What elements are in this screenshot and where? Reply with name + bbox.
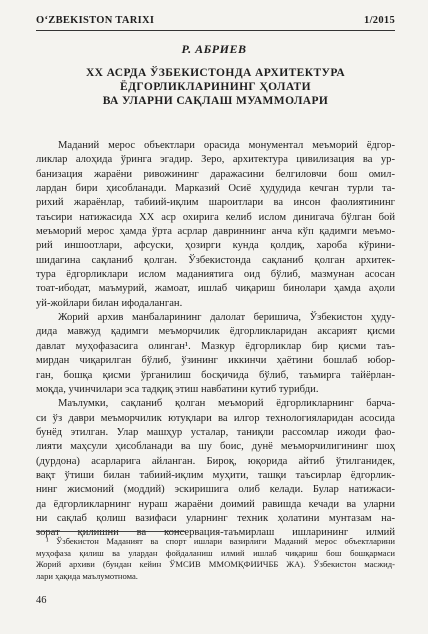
- article-author: Р. АБРИЕВ: [181, 42, 247, 56]
- page-number: 46: [36, 595, 47, 606]
- text-line: Маданий мерос объектлари орасида монументал меъморий ёдгор-: [58, 140, 395, 151]
- journal-name: O‘ZBEKISTON TARIXI: [36, 15, 155, 26]
- text-line: лияти маҳсули ҳисобланади ва шу боис, дунё меъморчилигининг шоҳ: [36, 441, 395, 453]
- footnote-rule: [36, 531, 186, 532]
- text-line: уй-жойлари билан ифодаланган.: [36, 297, 183, 309]
- text-line: банизация жараёни ривожининг даражасини белгиловчи бош омил-: [36, 168, 395, 180]
- footnote-line: ¹ Ўзбекистон Маданият ва спорт ишлари вазирлиги Маданий мерос объектларини: [46, 536, 395, 546]
- text-line: ликлар алоҳида ўринга эгадир. Зеро, архитектура цивилизация ва ур-: [36, 154, 395, 166]
- running-head: [36, 15, 395, 26]
- text-line: шидагина сақланиб қолган. Ўзбекистонда сақланиб қолган архитек-: [36, 254, 395, 266]
- text-line: ни сақлаб қолиш вазифаси уларнинг техник ҳолатини мунтазам на-: [36, 512, 395, 524]
- footnote-line: Жорий архиви (бундан кейин ЎМСИВ ММОМҚФИИЧББ ЖА). Ўзбекистон масжид-: [36, 559, 395, 569]
- text-line: си ўз даври меъморчилик ютуқлари ва илгор технологияларидан асосида: [36, 412, 395, 424]
- text-line: тоат-ибодат, маъмурий, жамоат, ишлаб чиқариш бинолари ҳамда аҳоли: [36, 283, 395, 295]
- paragraph: [36, 397, 395, 540]
- text-line: Маълумки, сақланиб қолган меъморий ёдгорликларнинг барча-: [58, 398, 395, 410]
- footnote-line: лари ҳақида маълумотнома.: [36, 570, 138, 581]
- text-line: (дурдона) асарларига айланган. Бироқ, юқорида айтиб ўтилганидек,: [36, 455, 395, 467]
- footnote: [36, 536, 395, 582]
- paragraph: [36, 139, 395, 311]
- text-line: моқда, учинчилари эса тадқиқ этиш навбатини кутиб турибди.: [36, 383, 319, 395]
- text-line: таъсири натижасида XX аср охирига келиб ислом динигача бўлган бой: [36, 211, 395, 223]
- footnote-line: муҳофаза қилиш ва улардан фойдаланиш илмий ишлаб чиқариш бош бошқармаси: [36, 547, 395, 558]
- text-line: зорат қилишни ва консервация-таъмирлаш ишларининг илмий: [36, 527, 395, 539]
- title-line: XX АСРДА ЎЗБЕКИСТОНДА АРХИТЕКТУРА: [85, 67, 346, 79]
- text-line: тура ёдгорликлари ислом маданиятига оид бўлиб, мазмунан асосан: [36, 269, 395, 281]
- issue-number: 1/2015: [364, 15, 395, 26]
- title-line: ЁДГОРЛИКЛАРИНИНГ ҲОЛАТИ: [120, 81, 311, 93]
- text-line: ган, бошқа қисми ўрганилиш босқичида бўлиб, таъмирга тайёрлан-: [36, 369, 395, 381]
- article-body: [36, 139, 395, 541]
- text-line: бунёд этилган. Улар машҳур усталар, таниқли рассомлар ижоди фао-: [36, 426, 395, 438]
- text-line: нинг жисмоний (моддий) эскиришига олиб келади. Булар натижаси-: [36, 484, 395, 496]
- header-rule: [36, 30, 395, 31]
- text-line: лардан бири ҳисобланади. Марказий Осиё ҳудудида кечган турли та-: [36, 183, 395, 195]
- text-line: дида мавжуд қадимги меъморчилик ёдгорликларидан аксарият қисми: [36, 326, 395, 338]
- text-line: вақт ўтиши билан табиий-иқлим муҳити, ташқи таъсирлар ёдгорлик-: [36, 469, 395, 481]
- article-title: [36, 66, 395, 108]
- text-line: давлат муҳофазасига олинган¹. Мазкур ёдгорликлар бир қисми таъ-: [36, 340, 395, 352]
- text-line: да ёдгорликларнинг нураш жараёни доимий равишда кечади ва уларни: [36, 498, 395, 510]
- text-line: рий иншоотлари, афсуски, ҳозирги кунда қолдиқ, хароба кўрини-: [36, 240, 395, 252]
- text-line: Жорий архив манбаларининг далолат беришича, Ўзбекистон ҳуду-: [58, 312, 395, 324]
- text-line: мирдан чиқарилган бўлиб, ўзининг иккинчи ҳаётини бошлаб юбор-: [36, 355, 395, 367]
- paragraph: [36, 311, 395, 397]
- text-line: меъморий мерос ҳамда ўрта асрлар давриннинг анча кўп қадимги меъмо-: [36, 226, 395, 238]
- title-line: ВА УЛАРНИ САҚЛАШ МУАММОЛАРИ: [102, 95, 329, 107]
- text-line: рихий жараёнлар, табиий-иқлим шароитлари ва инсон фаолиятининг: [36, 197, 395, 209]
